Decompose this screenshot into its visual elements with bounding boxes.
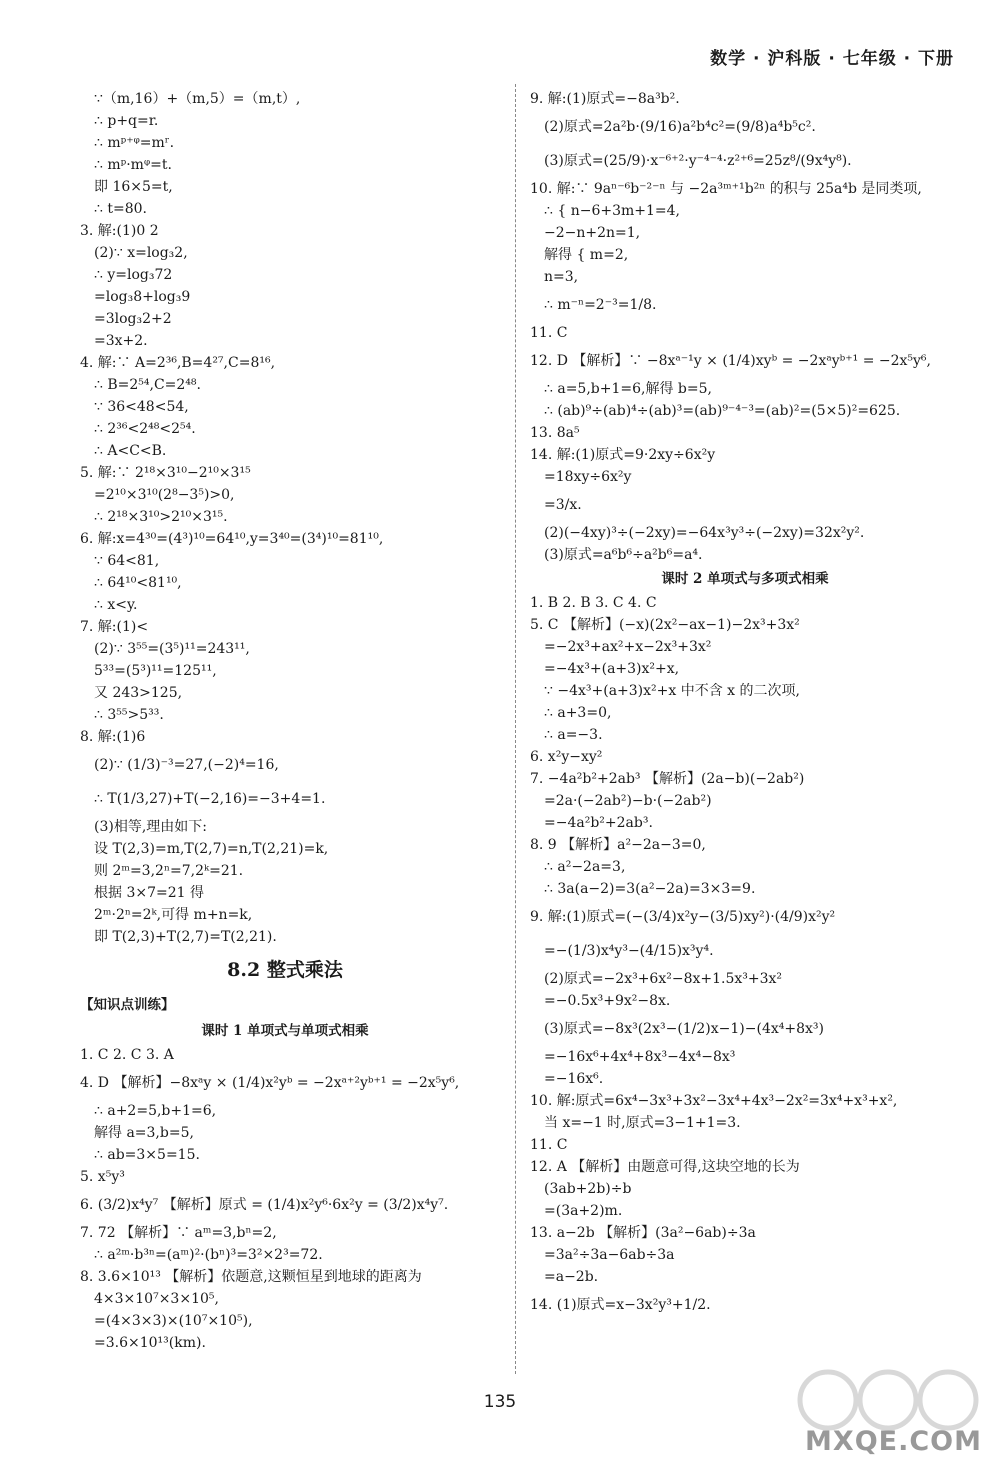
answer-line: 设 T(2,3)=m,T(2,7)=n,T(2,21)=k,: [94, 841, 329, 857]
answer-line: =(4×3×3)×(10⁷×10⁵),: [94, 1313, 253, 1329]
answer-line: ∴ a+3=0,: [544, 705, 612, 721]
answer-line: ∴ t=80.: [94, 201, 147, 217]
answer-line: 1. B 2. B 3. C 4. C: [530, 595, 657, 611]
answer-line: 【知识点训练】: [80, 997, 175, 1013]
answer-line: =18xy÷6x²y: [544, 469, 632, 485]
answer-line: 5. 解:∵ 2¹⁸×3¹⁰−2¹⁰×3¹⁵: [80, 465, 251, 481]
answer-line: 12. A 【解析】由题意可得,这块空地的长为: [530, 1159, 800, 1175]
answer-line: ∵ 64<81,: [94, 553, 160, 569]
left-answer-column: [80, 88, 490, 1354]
answer-line: (2)∵ x=log₃2,: [94, 245, 188, 261]
answer-line: ∴ a²ᵐ·b³ⁿ=(aᵐ)²·(bⁿ)³=3²×2³=72.: [94, 1247, 323, 1263]
answer-line: (2)原式=−2x³+6x²−8x+1.5x³+3x²: [544, 971, 783, 987]
answer-line: ∴ (ab)⁹÷(ab)⁴÷(ab)³=(ab)⁹⁻⁴⁻³=(ab)²=(5×5)²=625.: [544, 403, 901, 419]
answer-line: ∴ mᵖ·mᵠ=t.: [94, 157, 172, 173]
answer-line: ∴ 2¹⁸×3¹⁰>2¹⁰×3¹⁵.: [94, 509, 228, 525]
answer-line: 根据 3×7=21 得: [94, 885, 204, 901]
answer-line: 8. 3.6×10¹³ 【解析】依题意,这颗恒星到地球的距离为: [80, 1269, 422, 1285]
answer-line: =a−2b.: [544, 1269, 599, 1285]
answer-line: ∴ ab=3×5=15.: [94, 1147, 200, 1163]
answer-line: =−16x⁶+4x⁴+8x³−4x⁴−8x³: [544, 1049, 736, 1065]
answer-line: ∴ y=log₃72: [94, 267, 173, 283]
answer-line: ∴ a²−2a=3,: [544, 859, 626, 875]
answer-line: 8. 解:(1)6: [80, 729, 146, 745]
answer-line: 6. 解:x=4³⁰=(4³)¹⁰=64¹⁰,y=3⁴⁰=(3⁴)¹⁰=81¹⁰,: [80, 531, 384, 547]
answer-line: 即 T(2,3)+T(2,7)=T(2,21).: [94, 929, 277, 945]
answer-line: ∴ 3⁵⁵>5³³.: [94, 707, 164, 723]
answer-line: =3a²÷3a−6ab÷3a: [544, 1247, 675, 1263]
answer-line: ∴ 64¹⁰<81¹⁰,: [94, 575, 182, 591]
answer-line: =(3a+2)m.: [544, 1203, 623, 1219]
answer-line: 10. 解:∵ 9aⁿ⁻⁶b⁻²⁻ⁿ 与 −2a³ᵐ⁺¹b²ⁿ 的积与 25a⁴b 是同类项,: [530, 181, 922, 197]
answer-line: ∴ 2³⁶<2⁴⁸<2⁵⁴.: [94, 421, 196, 437]
answer-line: 11. C: [530, 325, 568, 341]
answer-line: =3/x.: [544, 497, 582, 513]
answer-line: 8.2 整式乘法: [227, 959, 343, 981]
answer-line: 9. 解:(1)原式=−8a³b².: [530, 91, 680, 107]
answer-line: 即 16×5=t,: [94, 179, 173, 195]
answer-line: (2)∵ (1/3)⁻³=27,(−2)⁴=16,: [94, 757, 279, 773]
answer-line: 解得 a=3,b=5,: [94, 1125, 194, 1141]
answer-line: 5³³=(5³)¹¹=125¹¹,: [94, 663, 217, 679]
answer-line: ∵ 36<48<54,: [94, 399, 189, 415]
answer-line: =−16x⁶.: [544, 1071, 604, 1087]
answer-line: 11. C: [530, 1137, 568, 1153]
answer-line: 2ᵐ·2ⁿ=2ᵏ,可得 m+n=k,: [94, 907, 253, 923]
answer-line: (3)原式=a⁶b⁶÷a²b⁶=a⁴.: [544, 547, 703, 563]
answer-line: 则 2ᵐ=3,2ⁿ=7,2ᵏ=21.: [94, 863, 244, 879]
answer-line: ∴ mᵖ⁺ᵠ=mʳ.: [94, 135, 175, 151]
answer-line: =3x+2.: [94, 333, 148, 349]
answer-line: 8. 9 【解析】a²−2a−3=0,: [530, 837, 706, 853]
answer-line: =3log₃2+2: [94, 311, 172, 327]
answer-line: ∴ a=5,b+1=6,解得 b=5,: [544, 381, 712, 397]
answer-line: =−4a²b²+2ab³.: [544, 815, 653, 831]
answer-line: =log₃8+log₃9: [94, 289, 191, 305]
answer-line: 当 x=−1 时,原式=3−1+1=3.: [544, 1115, 741, 1131]
answer-line: 9. 解:(1)原式=(−(3/4)x²y−(3/5)xy²)·(4/9)x²y²: [530, 909, 836, 925]
answer-line: (3)原式=(25/9)·x⁻⁶⁺²·y⁻⁴⁻⁴·z²⁺⁶=25z⁸/(9x⁴y⁸).: [544, 153, 852, 169]
answer-line: =2a·(−2ab²)−b·(−2ab²): [544, 793, 712, 809]
answer-line: 4×3×10⁷×3×10⁵,: [94, 1291, 219, 1307]
answer-line: ∴ a+2=5,b+1=6,: [94, 1103, 217, 1119]
page-header: 数学 · 沪科版 · 七年级 · 下册: [710, 49, 954, 69]
answer-line: ∴ A<C<B.: [94, 443, 167, 459]
answer-line: (2)(−4xy)³÷(−2xy)=−64x³y³÷(−2xy)=32x²y².: [544, 525, 865, 541]
column-divider: [515, 84, 516, 1374]
answer-line: ∴ T(1/3,27)+T(−2,16)=−3+4=1.: [94, 791, 326, 807]
answer-line: 10. 解:原式=6x⁴−3x³+3x²−3x⁴+4x³−2x²=3x⁴+x³+x²,: [530, 1093, 898, 1109]
answer-line: =2¹⁰×3¹⁰(2⁸−3⁵)>0,: [94, 487, 235, 503]
answer-line: 5. C 【解析】(−x)(2x²−ax−1)−2x³+3x²: [530, 617, 800, 633]
right-answer-column: [530, 88, 960, 1322]
answer-line: =−2x³+ax²+x−2x³+3x²: [544, 639, 712, 655]
answer-line: 12. D 【解析】∵ −8xᵃ⁻¹y × (1/4)xyᵇ = −2xᵃyᵇ⁺¹ = −2x⁵y⁶,: [530, 353, 931, 369]
answer-line: ∴ B=2⁵⁴,C=2⁴⁸.: [94, 377, 201, 393]
answer-line: −2−n+2n=1,: [544, 225, 641, 241]
answer-line: ∴ { n−6+3m+1=4,: [544, 203, 681, 219]
answer-line: 课时 2 单项式与多项式相乘: [661, 571, 829, 587]
answer-line: 6. x²y−xy²: [530, 749, 603, 765]
answer-line: ∵ −4x³+(a+3)x²+x 中不含 x 的二次项,: [544, 683, 800, 699]
answer-line: 又 243>125,: [94, 685, 183, 701]
answer-line: 13. a−2b 【解析】(3a²−6ab)÷3a: [530, 1225, 756, 1241]
answer-line: 4. D 【解析】−8xᵃy × (1/4)x²yᵇ = −2xᵃ⁺²yᵇ⁺¹ = −2x⁵y⁶,: [80, 1075, 460, 1091]
answer-line: (3)相等,理由如下:: [94, 819, 207, 835]
answer-line: (2)原式=2a²b·(9/16)a²b⁴c²=(9/8)a⁴b⁵c².: [544, 119, 816, 135]
page-number: 135: [483, 1392, 517, 1412]
answer-line: 4. 解:∵ A=2³⁶,B=4²⁷,C=8¹⁶,: [80, 355, 276, 371]
answer-line: 13. 8a⁵: [530, 425, 580, 441]
answer-line: ∵（m,16）+（m,5）=（m,t）,: [94, 91, 301, 107]
answer-line: =−4x³+(a+3)x²+x,: [544, 661, 680, 677]
answer-line: ∴ x<y.: [94, 597, 138, 613]
watermark-text: MXQE.COM: [805, 1426, 982, 1457]
answer-line: n=3,: [544, 269, 579, 285]
answer-line: 课时 1 单项式与单项式相乘: [201, 1023, 369, 1039]
answer-line: =−0.5x³+9x²−8x.: [544, 993, 671, 1009]
answer-line: 3. 解:(1)0 2: [80, 223, 159, 239]
answer-line: (3)原式=−8x³(2x³−(1/2)x−1)−(4x⁴+8x³): [544, 1021, 824, 1037]
answer-line: =3.6×10¹³(km).: [94, 1335, 206, 1351]
answer-line: 14. 解:(1)原式=9·2xy÷6x²y: [530, 447, 716, 463]
answer-line: ∴ 3a(a−2)=3(a²−2a)=3×3=9.: [544, 881, 756, 897]
answer-line: =−(1/3)x⁴y³−(4/15)x³y⁴.: [544, 943, 714, 959]
answer-line: 14. (1)原式=x−3x²y³+1/2.: [530, 1297, 711, 1313]
answer-line: ∴ m⁻ⁿ=2⁻³=1/8.: [544, 297, 657, 313]
answer-line: 7. 解:(1)<: [80, 619, 149, 635]
answer-line: 解得 { m=2,: [544, 247, 629, 263]
answer-line: (3ab+2b)÷b: [544, 1181, 632, 1197]
answer-line: 7. −4a²b²+2ab³ 【解析】(2a−b)(−2ab²): [530, 771, 805, 787]
answer-line: ∴ a=−3.: [544, 727, 603, 743]
answer-line: 5. x⁵y³: [80, 1169, 125, 1185]
answer-line: 6. (3/2)x⁴y⁷ 【解析】原式 = (1/4)x²y⁶·6x²y = (3/2)x⁴y⁷.: [80, 1197, 449, 1213]
answer-line: 1. C 2. C 3. A: [80, 1047, 174, 1063]
answer-line: (2)∵ 3⁵⁵=(3⁵)¹¹=243¹¹,: [94, 641, 250, 657]
answer-line: ∴ p+q=r.: [94, 113, 159, 129]
answer-line: 7. 72 【解析】∵ aᵐ=3,bⁿ=2,: [80, 1225, 277, 1241]
